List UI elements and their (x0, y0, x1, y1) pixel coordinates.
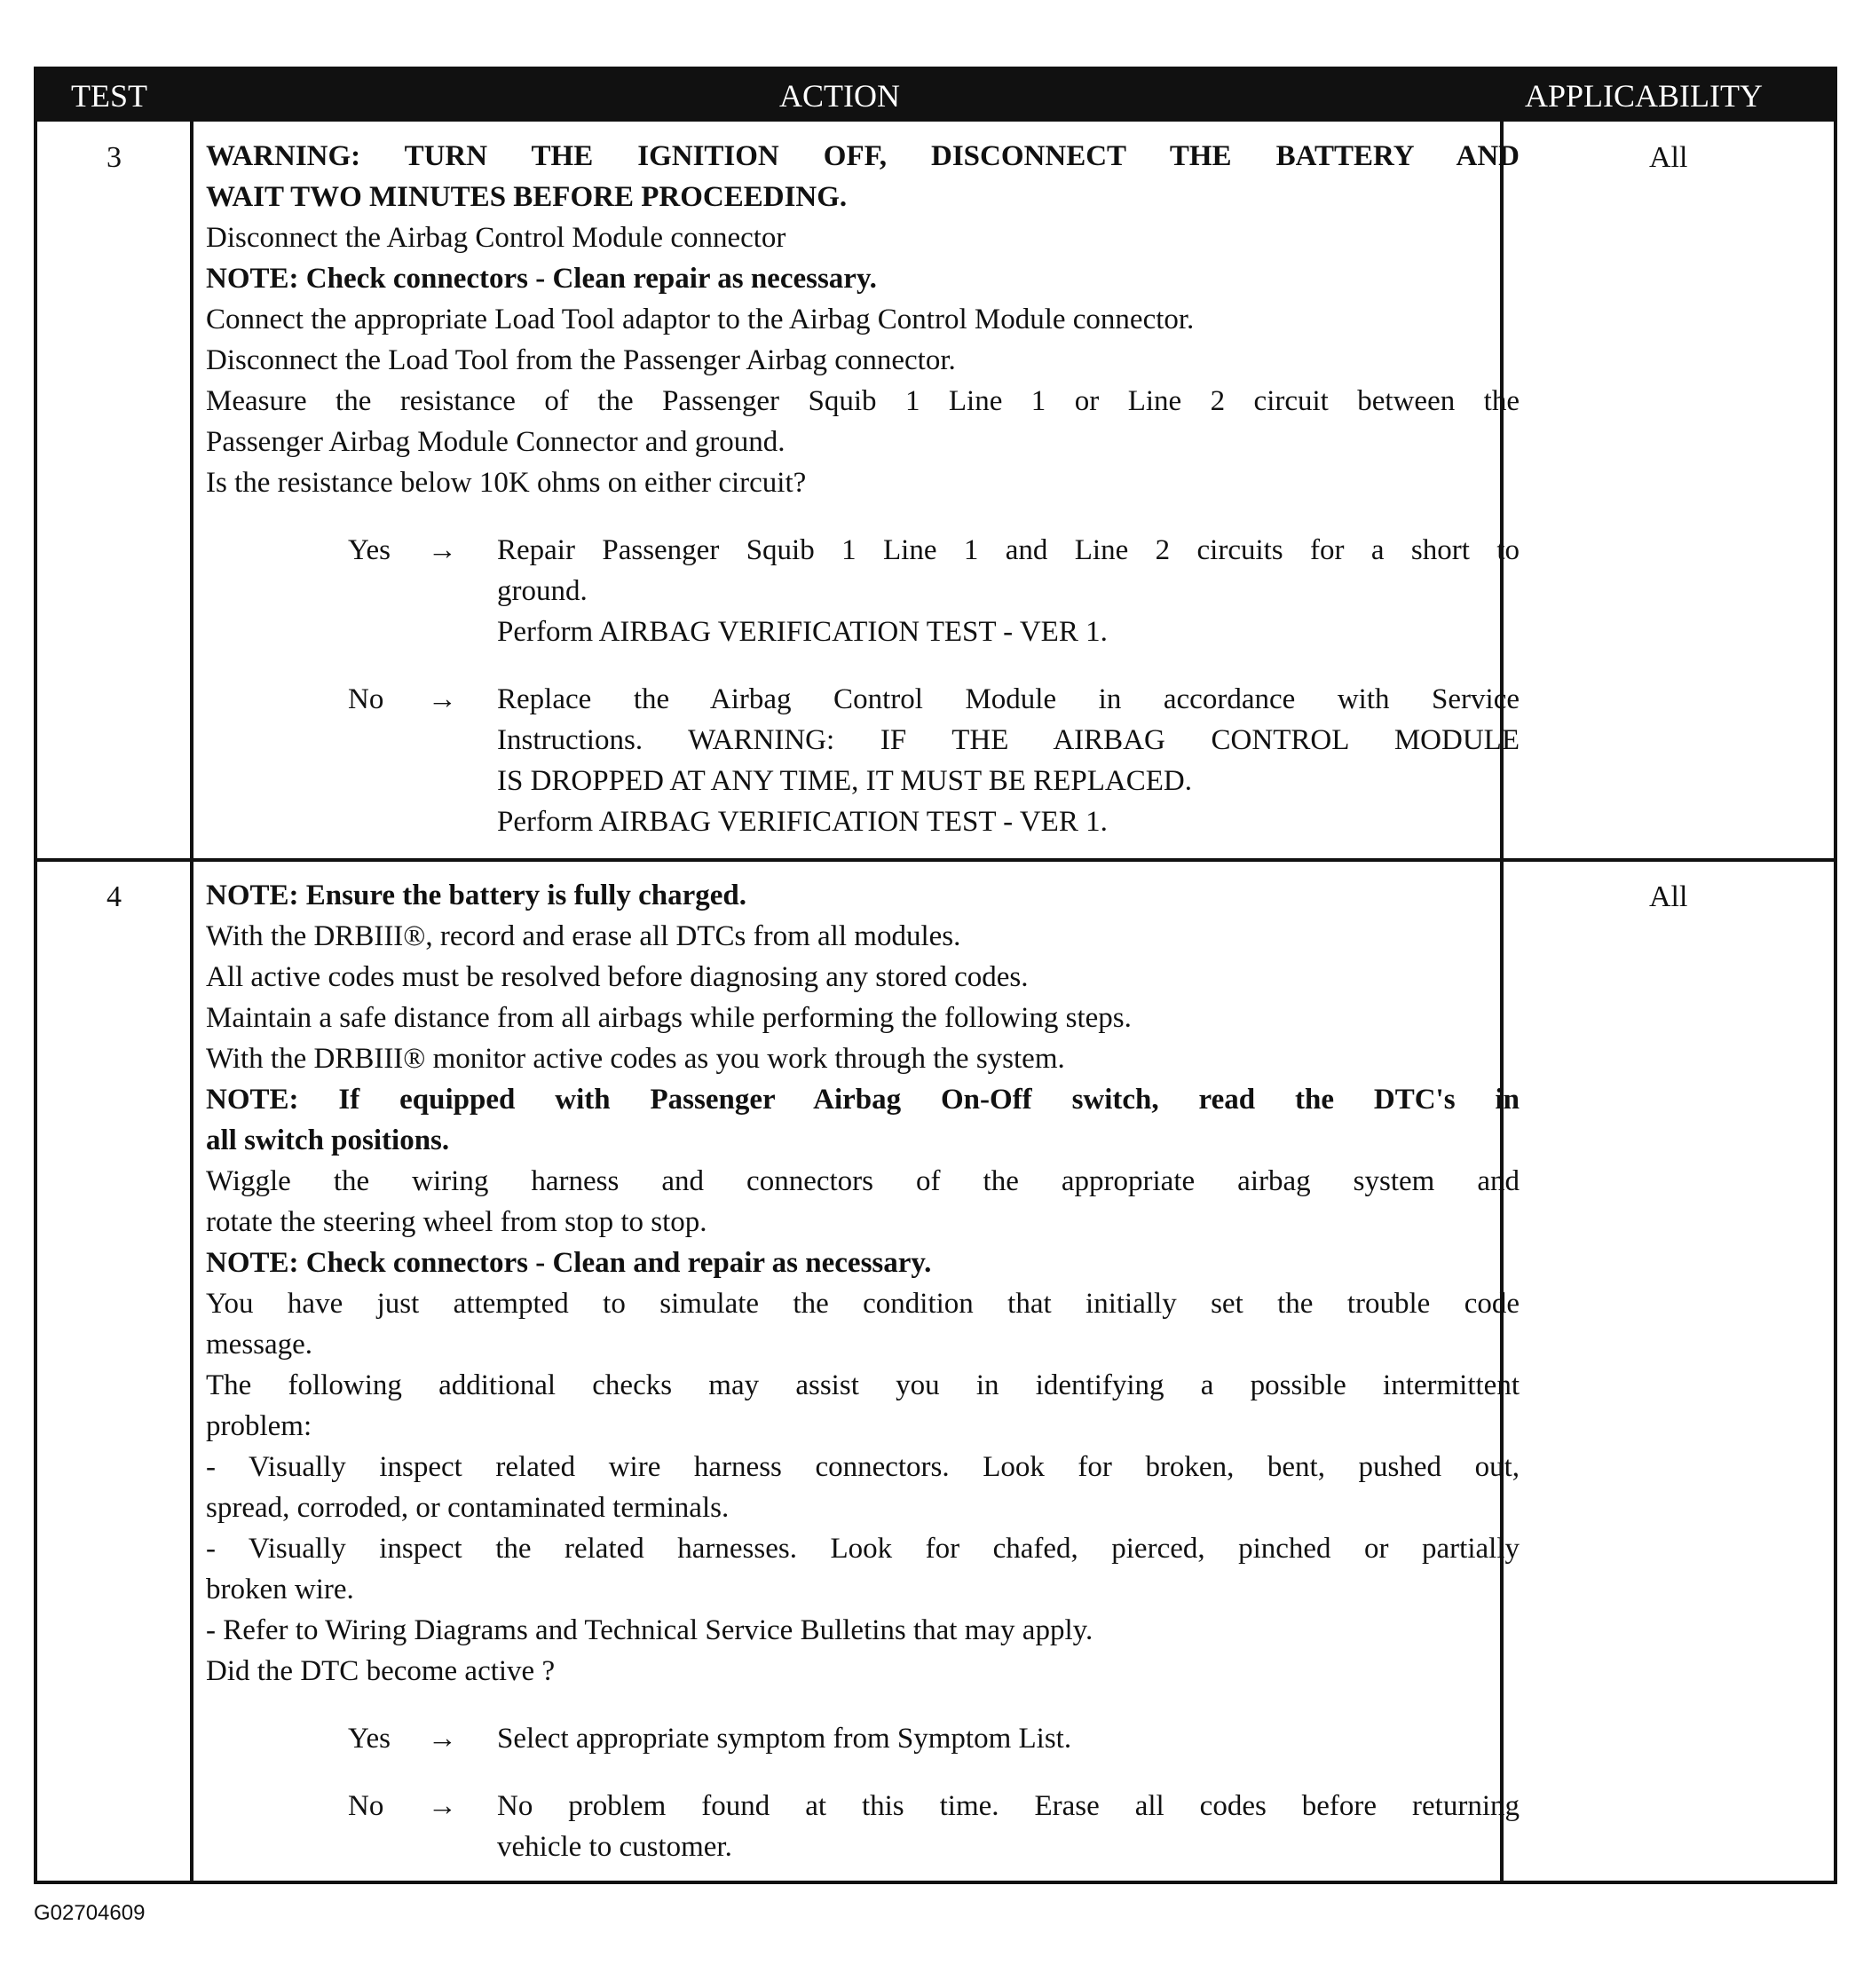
instruction-text: With the DRBIII® monitor active codes as you work through the system. (206, 1043, 1065, 1075)
action-cell (206, 136, 1520, 842)
instruction-text: With the DRBIII®, record and erase all DTCs from all modules. (206, 920, 961, 952)
response-no (206, 1786, 1520, 1867)
arrow-icon: → (428, 683, 457, 715)
table-header (37, 70, 1834, 122)
response-text: Repair Passenger Squib 1 Line 1 and Line 2 circuits for a short to (497, 534, 1520, 566)
question-text: Did the DTC become active ? (206, 1655, 556, 1687)
instruction-text: You have just attempted to simulate the condition that initially set the trouble code (206, 1288, 1520, 1320)
warning-text: WARNING: TURN THE IGNITION OFF, DISCONNECT THE BATTERY AND (206, 140, 1520, 172)
action-cell (206, 875, 1520, 1867)
response-no (206, 679, 1520, 842)
arrow-icon: → (428, 1790, 457, 1822)
instruction-text: Maintain a safe distance from all airbags while performing the following steps. (206, 1002, 1132, 1034)
response-text: Select appropriate symptom from Symptom List. (497, 1723, 1072, 1755)
checklist-item: spread, corroded, or contaminated terminals. (206, 1492, 730, 1524)
checklist-item: - Visually inspect related wire harness connectors. Look for broken, bent, pushed out, (206, 1451, 1520, 1483)
instruction-text: rotate the steering wheel from stop to stop. (206, 1206, 707, 1238)
header-applicability: APPLICABILITY (1525, 78, 1763, 114)
response-yes (206, 530, 1520, 652)
instruction-text: Connect the appropriate Load Tool adaptor to the Airbag Control Module connector. (206, 304, 1195, 335)
test-number: 4 (107, 880, 122, 913)
instruction-text: All active codes must be resolved before diagnosing any stored codes. (206, 961, 1029, 993)
note-text: NOTE: Check connectors - Clean repair as necessary. (206, 263, 877, 295)
instruction-text: Measure the resistance of the Passenger Squib 1 Line 1 or Line 2 circuit between the (206, 385, 1520, 417)
response-label: No (348, 1790, 384, 1822)
note-text: NOTE: Check connectors - Clean and repair as necessary. (206, 1247, 932, 1279)
figure-id: G02704609 (34, 1901, 146, 1925)
response-label: Yes (348, 534, 391, 566)
instruction-text: Disconnect the Load Tool from the Passenger Airbag connector. (206, 344, 956, 376)
note-text: NOTE: If equipped with Passenger Airbag On-Off switch, read the DTC's in (206, 1084, 1520, 1116)
response-yes (206, 1718, 1520, 1759)
instruction-text: Passenger Airbag Module Connector and ground. (206, 426, 786, 458)
instruction-text: message. (206, 1329, 313, 1361)
response-text: Replace the Airbag Control Module in accordance with Service (497, 683, 1520, 715)
instruction-text: The following additional checks may assist you in identifying a possible intermittent (206, 1369, 1520, 1401)
note-text: all switch positions. (206, 1124, 450, 1156)
column-divider (190, 70, 193, 1881)
instruction-text: problem: (206, 1410, 312, 1442)
applicability-value: All (1649, 880, 1688, 913)
response-text: vehicle to customer. (497, 1831, 732, 1863)
response-text: Perform AIRBAG VERIFICATION TEST - VER 1. (497, 806, 1108, 838)
response-text: No problem found at this time. Erase all codes before returning (497, 1790, 1520, 1822)
response-text: Perform AIRBAG VERIFICATION TEST - VER 1. (497, 616, 1108, 648)
applicability-value: All (1649, 141, 1688, 174)
note-text: NOTE: Ensure the battery is fully charged. (206, 880, 746, 911)
test-number: 3 (107, 141, 122, 174)
checklist-item: broken wire. (206, 1574, 354, 1605)
arrow-icon: → (428, 534, 457, 566)
response-text: ground. (497, 575, 588, 607)
question-text: Is the resistance below 10K ohms on either circuit? (206, 467, 807, 499)
checklist-item: - Visually inspect the related harnesses. Look for chafed, pierced, pinched or partially (206, 1533, 1520, 1565)
arrow-icon: → (428, 1723, 457, 1755)
header-action: ACTION (779, 78, 900, 114)
diagnostic-table (34, 67, 1837, 1884)
response-label: No (348, 683, 384, 715)
header-test: TEST (71, 78, 147, 114)
row-divider (37, 858, 1834, 862)
checklist-item: - Refer to Wiring Diagrams and Technical Service Bulletins that may apply. (206, 1614, 1093, 1646)
instruction-text: Wiggle the wiring harness and connectors of the appropriate airbag system and (206, 1165, 1520, 1197)
warning-text: WAIT TWO MINUTES BEFORE PROCEEDING. (206, 181, 848, 213)
response-text: Instructions. WARNING: IF THE AIRBAG CONTROL MODULE (497, 724, 1520, 756)
instruction-text: Disconnect the Airbag Control Module connector (206, 222, 786, 254)
response-label: Yes (348, 1723, 391, 1755)
response-text: IS DROPPED AT ANY TIME, IT MUST BE REPLACED. (497, 765, 1192, 797)
